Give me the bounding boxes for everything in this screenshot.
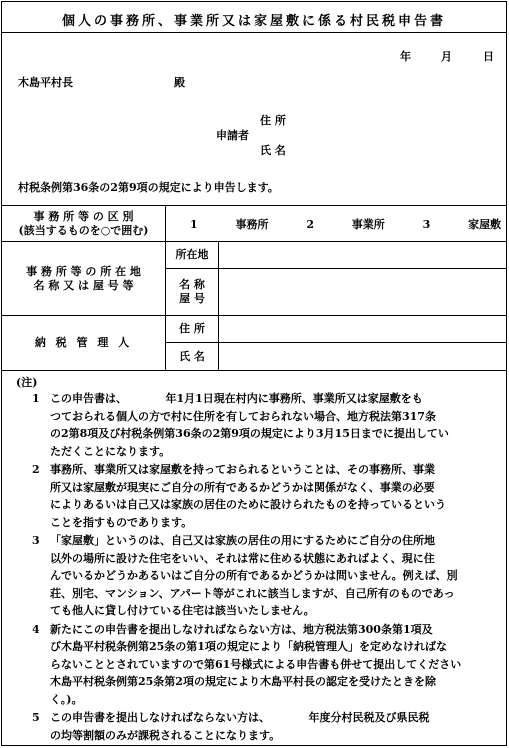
- name-sub-label-2: 屋 号: [179, 292, 205, 305]
- category-label-cell: [2, 206, 166, 242]
- tax-manager-label: 納 税 管 理 人: [2, 316, 166, 371]
- location-sub-label: 所在地: [166, 242, 219, 269]
- location-label-2: 名 称 又 は 屋 号 等: [33, 278, 134, 292]
- manager-address-field[interactable]: [219, 316, 507, 343]
- date-month-label: 月: [441, 50, 452, 63]
- option-business[interactable]: 2 事業所: [306, 217, 385, 231]
- category-options: [166, 206, 507, 242]
- declaration-text: 村税条例第36条の2第9項の規定により申告します。: [18, 181, 279, 194]
- manager-name-label: 氏 名: [166, 343, 219, 371]
- note-number: 1: [32, 392, 40, 405]
- option-residence[interactable]: 3 家屋敷: [422, 217, 502, 231]
- note-item: [32, 709, 500, 744]
- form-title: 個人の事務所、事業所又は家屋敷に係る村民税申告書: [61, 14, 446, 29]
- notes-list: [10, 390, 500, 745]
- note-number: 5: [32, 711, 40, 724]
- note-text: 新たにこの申告書を提出しなければならない方は、地方税法第300条第1項及 び木島平村税条例第25条の第1項の規定により「納税管理人」を定めなければな らないこととされていますので第61号様式による申告書も併せて提出してください 木島平村税条例第25条第2項の規定により木島平村長の認定を受けたときを除 く。)。: [50, 622, 462, 706]
- name-sub-label-cell: [166, 269, 219, 316]
- category-note: (該当するものを○で囲む): [18, 223, 149, 237]
- note-item: [32, 390, 500, 460]
- notes-header: (注): [16, 376, 38, 389]
- location-field[interactable]: [219, 242, 507, 269]
- declaration-table: [2, 205, 506, 371]
- note-number: 2: [32, 463, 40, 476]
- option-office[interactable]: 1 事務所: [190, 217, 269, 231]
- date-day-label: 日: [483, 50, 494, 63]
- honorific: 殿: [174, 76, 185, 89]
- tax-declaration-form: [1, 1, 507, 746]
- addressee: 木島平村長: [18, 76, 73, 89]
- category-label: 事 務 所 等 の 区 別: [33, 209, 134, 223]
- note-item: [32, 532, 500, 620]
- manager-name-field[interactable]: [219, 343, 507, 371]
- title-divider: [2, 32, 506, 33]
- applicant-name-label: 氏 名: [260, 144, 286, 157]
- applicant-address-label: 住 所: [260, 114, 286, 127]
- note-text: この申告書は、 年1月1日現在村内に事務所、事業所又は家屋敷をも つておられる個人の方で村に住所を有しておられない場合、地方税法第317条 の2第8項及び村税条例第36条の2第9項の規定により3月15日までに提出してい ただくことになります。: [50, 392, 449, 458]
- location-label-cell: [2, 242, 166, 316]
- manager-address-label: 住 所: [166, 316, 219, 343]
- note-number: 4: [32, 622, 40, 636]
- note-item: [32, 621, 500, 709]
- name-sub-label-1: 名 称: [179, 278, 205, 291]
- note-text: 事務所、事業所又は家屋敷を持っておられるということは、その事務所、事業 所又は家屋敷が現実にご自分の所有であるかどうかは関係がなく、事業の必要 によりあるいは自己又は家族の居住のために設けられたものを持っているという ことを指すものであります。: [50, 463, 446, 529]
- applicant-label: 申請者: [216, 129, 249, 142]
- note-text: この申告書を提出しなければならない方は、 年度分村民税及び県民税 の均等割額のみが課税されることになります。: [50, 711, 430, 742]
- note-text: 「家屋敷」というのは、自己又は家族の居住の用にするためにご自分の住所地 以外の場所に設けた住宅をいい、それは常に住める状態にあればよく、現に住 んでいるかどうかあるいはご自分の所有であるかどうかは問いません。例えば、別 荘、別宅、マンション、アパート等がこれに該当しますが、自己所有のものであっ ても他人に貸し付けている住宅は該当いたしません。: [50, 534, 458, 617]
- location-label-1: 事 務 所 等 の 所 在 地: [26, 264, 141, 278]
- note-number: 3: [32, 534, 40, 547]
- business-name-field[interactable]: [219, 269, 507, 316]
- note-item: [32, 461, 500, 531]
- date-year-label: 年: [400, 50, 411, 63]
